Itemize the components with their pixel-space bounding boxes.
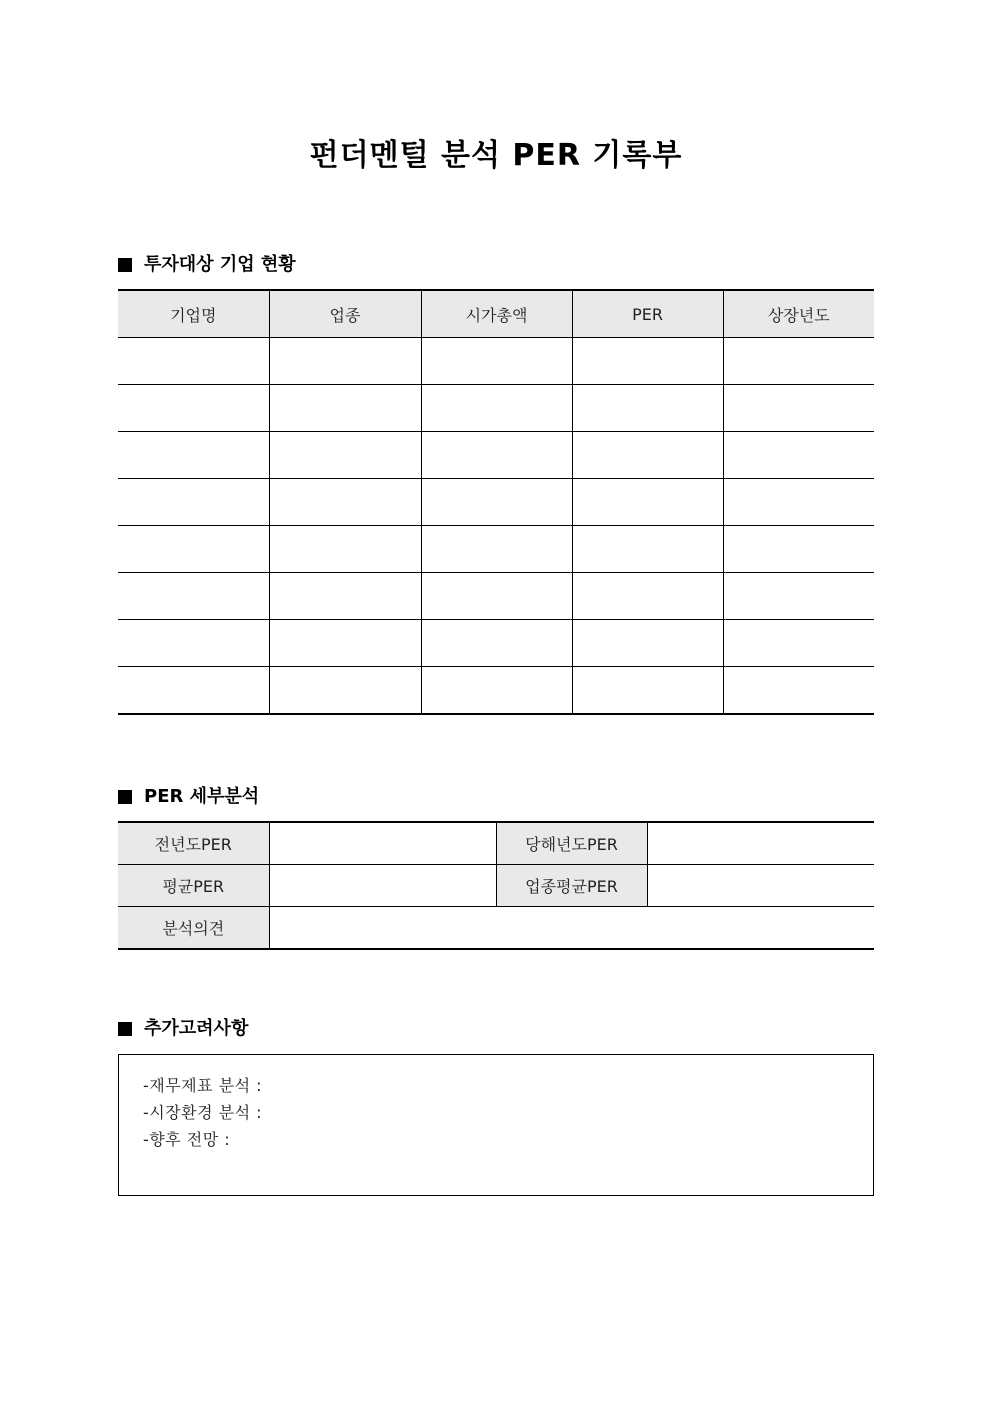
cell-industry[interactable] [269, 385, 421, 432]
section-heading-label: 추가고려사항 [144, 1018, 249, 1039]
cell-market-cap[interactable] [421, 432, 572, 479]
cell-per[interactable] [572, 526, 723, 573]
table-row [118, 432, 874, 479]
cell-company-name[interactable] [118, 385, 269, 432]
additional-notes-box[interactable] [118, 1054, 874, 1196]
average-per-field[interactable] [269, 865, 496, 907]
column-header-industry: 업종 [269, 290, 421, 338]
current-year-per-label: 당해년도PER [496, 822, 647, 865]
cell-market-cap[interactable] [421, 573, 572, 620]
cell-market-cap[interactable] [421, 667, 572, 715]
cell-market-cap[interactable] [421, 526, 572, 573]
square-bullet-icon [118, 258, 132, 272]
table-row [118, 479, 874, 526]
table-row [118, 907, 874, 950]
cell-company-name[interactable] [118, 573, 269, 620]
current-year-per-field[interactable] [647, 822, 874, 865]
cell-listing-year[interactable] [723, 479, 874, 526]
cell-market-cap[interactable] [421, 338, 572, 385]
cell-listing-year[interactable] [723, 573, 874, 620]
cell-industry[interactable] [269, 338, 421, 385]
section-heading-label: PER 세부분석 [144, 786, 260, 807]
table-row [118, 865, 874, 907]
prev-year-per-field[interactable] [269, 822, 496, 865]
document-title: 펀더멘털 분석 PER 기록부 [309, 138, 683, 173]
industry-average-per-label: 업종평균PER [496, 865, 647, 907]
square-bullet-icon [118, 790, 132, 804]
cell-per[interactable] [572, 573, 723, 620]
cell-listing-year[interactable] [723, 620, 874, 667]
square-bullet-icon [118, 1022, 132, 1036]
cell-listing-year[interactable] [723, 385, 874, 432]
table-row [118, 573, 874, 620]
table-row [118, 822, 874, 865]
cell-market-cap[interactable] [421, 385, 572, 432]
cell-per[interactable] [572, 479, 723, 526]
average-per-label: 평균PER [118, 865, 269, 907]
table-row [118, 385, 874, 432]
cell-company-name[interactable] [118, 338, 269, 385]
cell-industry[interactable] [269, 432, 421, 479]
opinion-field[interactable] [269, 907, 874, 950]
company-status-table [118, 289, 874, 715]
market-environment-analysis-line: -시장환경 분석 : [143, 1103, 263, 1122]
cell-per[interactable] [572, 620, 723, 667]
column-header-company-name: 기업명 [118, 290, 269, 338]
cell-listing-year[interactable] [723, 667, 874, 715]
cell-listing-year[interactable] [723, 338, 874, 385]
cell-listing-year[interactable] [723, 432, 874, 479]
cell-listing-year[interactable] [723, 526, 874, 573]
opinion-label: 분석의견 [118, 907, 269, 950]
column-header-listing-year: 상장년도 [723, 290, 874, 338]
cell-industry[interactable] [269, 667, 421, 715]
financial-statement-analysis-line: -재무제표 분석 : [143, 1076, 263, 1095]
prev-year-per-label: 전년도PER [118, 822, 269, 865]
column-header-market-cap: 시가총액 [421, 290, 572, 338]
per-detail-table [118, 821, 874, 950]
cell-market-cap[interactable] [421, 479, 572, 526]
table-row [118, 667, 874, 715]
cell-company-name[interactable] [118, 526, 269, 573]
future-outlook-line: -향후 전망 : [143, 1130, 231, 1149]
cell-company-name[interactable] [118, 620, 269, 667]
column-header-per: PER [572, 290, 723, 338]
cell-per[interactable] [572, 667, 723, 715]
cell-industry[interactable] [269, 573, 421, 620]
cell-per[interactable] [572, 432, 723, 479]
cell-company-name[interactable] [118, 479, 269, 526]
cell-market-cap[interactable] [421, 620, 572, 667]
cell-industry[interactable] [269, 479, 421, 526]
section-heading-additional [118, 1017, 248, 1041]
cell-industry[interactable] [269, 526, 421, 573]
section-heading-company-status [118, 253, 296, 277]
section-heading-per-detail [118, 785, 259, 809]
industry-average-per-field[interactable] [647, 865, 874, 907]
table-row [118, 526, 874, 573]
cell-company-name[interactable] [118, 432, 269, 479]
table-header-row [118, 290, 874, 338]
table-row [118, 338, 874, 385]
cell-industry[interactable] [269, 620, 421, 667]
cell-company-name[interactable] [118, 667, 269, 715]
cell-per[interactable] [572, 385, 723, 432]
cell-per[interactable] [572, 338, 723, 385]
table-row [118, 620, 874, 667]
section-heading-label: 투자대상 기업 현황 [144, 254, 296, 275]
